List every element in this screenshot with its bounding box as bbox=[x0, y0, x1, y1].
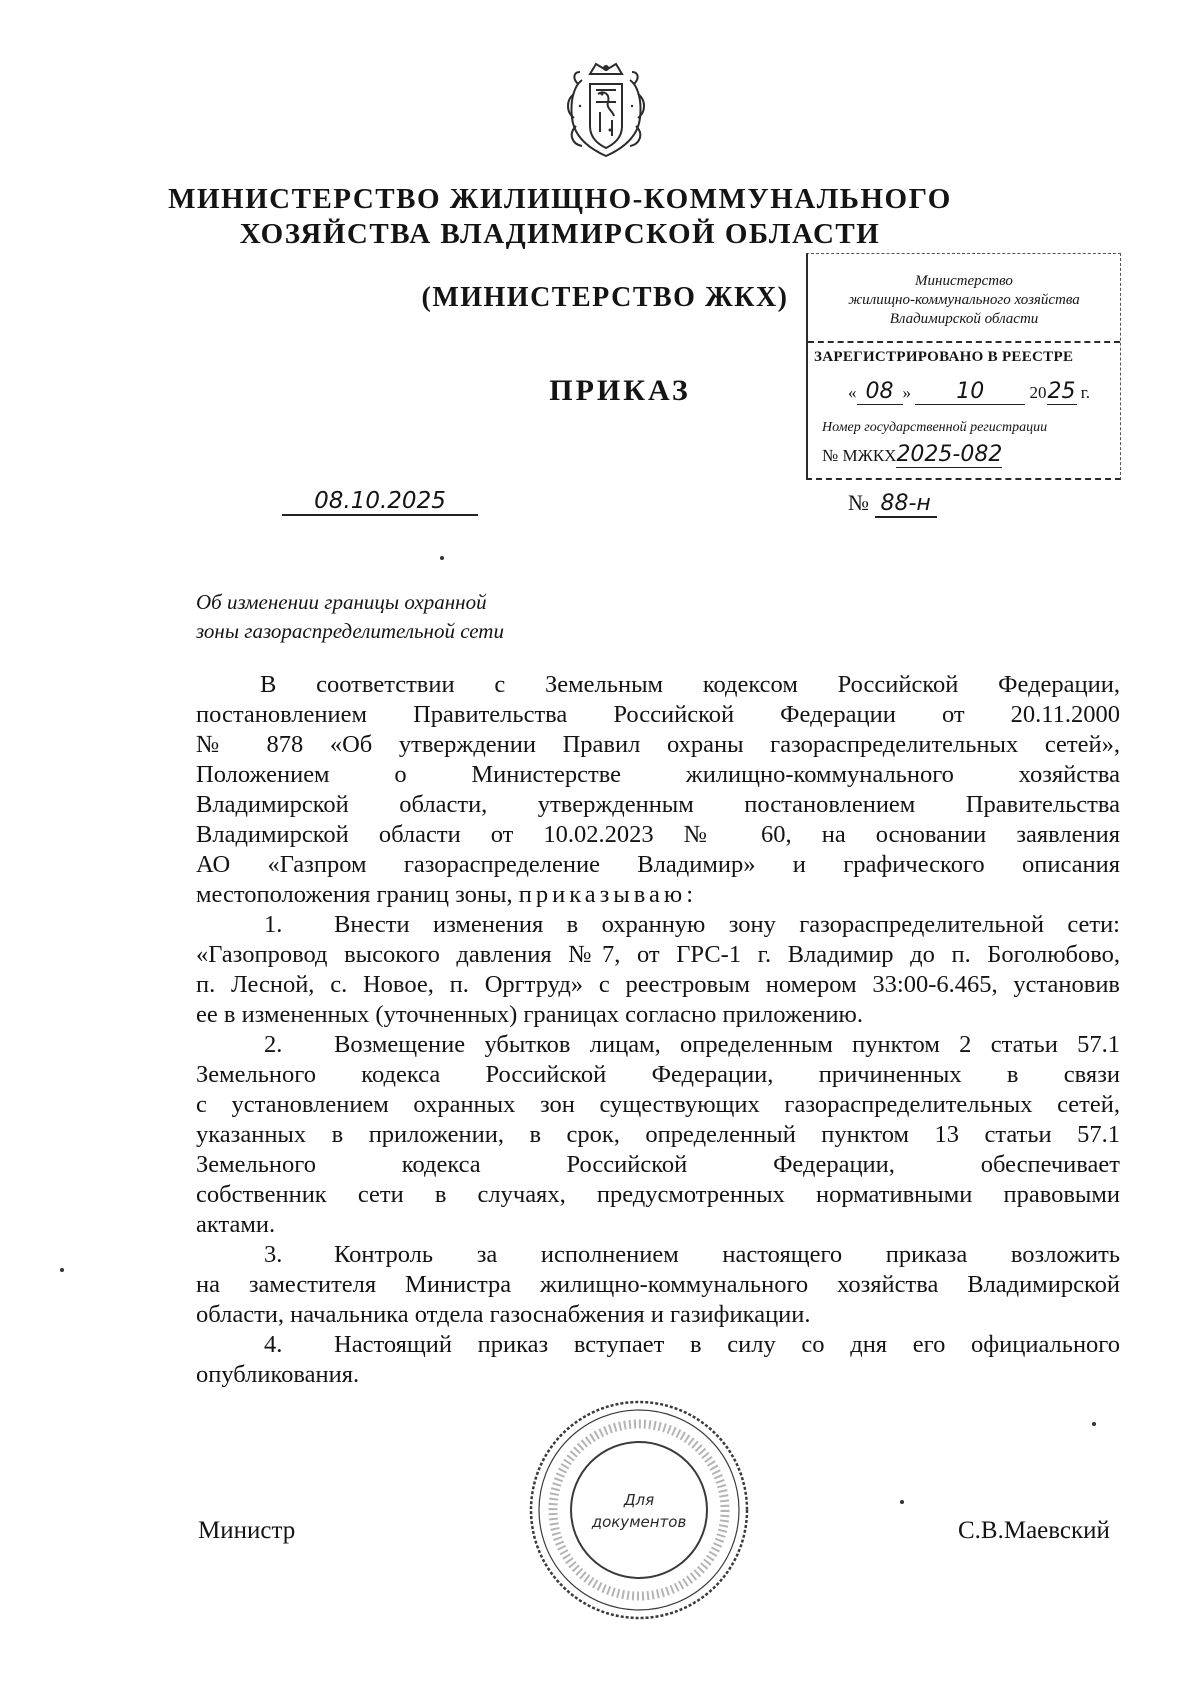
signatory-title: Министр bbox=[198, 1517, 296, 1544]
subject-line2: зоны газораспределительной сети bbox=[196, 619, 504, 643]
item-1-line: ее в измененных (уточненных) границах согласно приложению. bbox=[196, 1001, 863, 1028]
stamp-registration-number bbox=[822, 442, 1002, 467]
order-subject bbox=[196, 588, 504, 646]
item-2-line: Земельного кодекса Российской Федерации, причиненных в связи bbox=[196, 1061, 1120, 1088]
stamp-org-line3: Владимирской области bbox=[889, 311, 1039, 327]
registration-stamp-org bbox=[808, 254, 1120, 329]
stamp-registration-date bbox=[848, 379, 1108, 405]
preamble-last-text: местоположения границ зоны, bbox=[196, 881, 513, 908]
stamp-date-close-quote: » bbox=[902, 383, 911, 402]
seal-inner-line1: Для bbox=[623, 1491, 655, 1509]
preamble-line: № 878 «Об утверждении Правил охраны газораспределительных сетей», bbox=[196, 731, 1120, 758]
preamble-line: Владимирской области от 10.02.2023 № 60, на основании заявления bbox=[196, 821, 1120, 848]
preamble-line: АО «Газпром газораспределение Владимир» и графического описания bbox=[196, 851, 1120, 878]
scan-speck bbox=[440, 556, 444, 560]
item-2-text: Возмещение убытков лицам, определенным пунктом 2 статьи 57.1 bbox=[334, 1031, 1120, 1058]
item-1-line: «Газопровод высокого давления №7, от ГРС-1 г. Владимир до п. Боголюбово, bbox=[196, 941, 1120, 968]
order-number-prefix: № bbox=[848, 490, 869, 515]
preamble-last-line bbox=[196, 880, 1120, 910]
scan-speck bbox=[900, 1500, 904, 1504]
ministry-title bbox=[150, 182, 970, 252]
item-1-text: Внести изменения в охранную зону газораспределительной сети: bbox=[334, 911, 1120, 938]
stamp-registration-number-label: Номер государственной регистрации bbox=[822, 420, 1048, 435]
scan-speck bbox=[60, 1268, 64, 1272]
official-seal-icon bbox=[524, 1395, 754, 1625]
stamp-date-day: 08 bbox=[857, 379, 903, 405]
ministry-title-line1: МИНИСТЕРСТВО ЖИЛИЩНО-КОММУНАЛЬНОГО bbox=[168, 183, 952, 215]
item-2-number: 2. bbox=[264, 1031, 283, 1058]
stamp-org-line2: жилищно-коммунального хозяйства bbox=[848, 292, 1080, 308]
stamp-divider bbox=[808, 341, 1120, 343]
item-3-number: 3. bbox=[264, 1241, 283, 1268]
order-number bbox=[848, 490, 937, 516]
item-1-line: п. Лесной, с. Новое, п. Оргтруд» с реестровым номером 33:00-6.465, установив bbox=[196, 971, 1120, 998]
preamble-line: Положением о Министерстве жилищно-коммунального хозяйства bbox=[196, 761, 1120, 788]
stamp-date-year-suffix: 25 bbox=[1047, 379, 1076, 404]
item-3-text: Контроль за исполнением настоящего приказа возложить bbox=[334, 1241, 1120, 1268]
item-2-line: указанных в приложении, в срок, определенный пунктом 13 статьи 57.1 bbox=[196, 1121, 1120, 1148]
item-2-first-line bbox=[196, 1030, 1120, 1060]
item-4-number: 4. bbox=[264, 1331, 283, 1358]
preamble-line: Владимирской области, утвержденным постановлением Правительства bbox=[196, 791, 1120, 818]
order-body bbox=[196, 670, 1120, 1390]
ministry-short-name: (МИНИСТЕРСТВО ЖКХ) bbox=[421, 282, 789, 313]
preamble-line: постановлением Правительства Российской Федерации от 20.11.2000 bbox=[196, 701, 1120, 728]
item-2-line: актами. bbox=[196, 1211, 276, 1238]
stamp-date-year-prefix: 20 bbox=[1029, 383, 1047, 402]
preamble-line: В соответствии с Земельным кодексом Российской Федерации, bbox=[260, 671, 1120, 698]
order-date: 08.10.2025 bbox=[282, 488, 478, 516]
item-4-text: Настоящий приказ вступает в силу со дня его официального bbox=[334, 1331, 1120, 1358]
item-2-line: с установлением охранных зон существующих газораспределительных сетей, bbox=[196, 1091, 1120, 1118]
seal-inner-line2: документов bbox=[591, 1513, 687, 1531]
stamp-date-year-unit: г. bbox=[1080, 383, 1091, 402]
coat-of-arms-icon bbox=[560, 60, 652, 162]
signatory-name: С.В.Маевский bbox=[958, 1517, 1110, 1544]
stamp-date-open-quote: « bbox=[848, 383, 857, 402]
item-1-number: 1. bbox=[264, 911, 283, 938]
item-4-line: опубликования. bbox=[196, 1361, 360, 1388]
stamp-number-prefix: № МЖКХ bbox=[822, 446, 897, 465]
registration-stamp bbox=[806, 253, 1121, 480]
stamp-org-line1: Министерство bbox=[915, 273, 1013, 289]
order-number-value: 88-н bbox=[875, 491, 937, 518]
item-2-line: собственник сети в случаях, предусмотренных нормативными правовыми bbox=[196, 1181, 1120, 1208]
orders-word: приказываю: bbox=[518, 881, 697, 908]
item-3-line: на заместителя Министра жилищно-коммунального хозяйства Владимирской bbox=[196, 1271, 1120, 1298]
subject-line1: Об изменении границы охранной bbox=[196, 590, 487, 614]
item-1-first-line bbox=[196, 910, 1120, 940]
stamp-registered-title: ЗАРЕГИСТРИРОВАНО В РЕЕСТРЕ bbox=[814, 349, 1074, 365]
item-2-line: Земельного кодекса Российской Федерации, обеспечивает bbox=[196, 1151, 1120, 1178]
item-3-line: области, начальника отдела газоснабжения и газификации. bbox=[196, 1301, 811, 1328]
scan-speck bbox=[1092, 1422, 1096, 1426]
stamp-date-month: 10 bbox=[915, 379, 1025, 405]
item-4-first-line bbox=[196, 1330, 1120, 1360]
document-kind: ПРИКАЗ bbox=[549, 374, 691, 407]
item-3-first-line bbox=[196, 1240, 1120, 1270]
stamp-number-value: 2025-082 bbox=[896, 442, 1003, 467]
ministry-title-line2: ХОЗЯЙСТВА ВЛАДИМИРСКОЙ ОБЛАСТИ bbox=[239, 218, 881, 250]
